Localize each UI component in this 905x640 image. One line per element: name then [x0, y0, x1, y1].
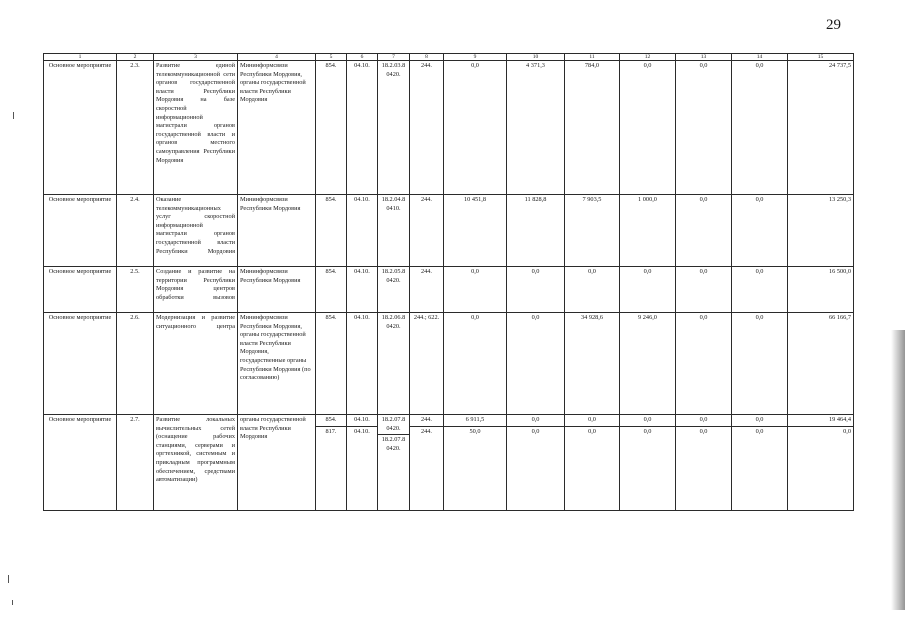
value-cell [732, 313, 788, 415]
sub-value: 66 166,7 [828, 314, 851, 321]
sub-value: 18.2.05.8 0420. [381, 268, 406, 284]
target-article-cell [378, 415, 410, 511]
value-total-cell [788, 195, 854, 267]
value-cell [676, 415, 732, 511]
column-number: 5 [316, 54, 347, 61]
event-name-cell: Оказание телекоммуникационных услуг скоростной информационной магистрали органов государственной власти Республики Мордовия [154, 195, 238, 267]
executor-cell: Мининформсвязи Республики Мордовия, органы государственной власти Республики Мордовия [238, 61, 316, 195]
section-cell [347, 415, 378, 511]
value-cell [732, 61, 788, 195]
sub-value: 0,0 [643, 62, 652, 69]
sub-value: 0,0 [643, 416, 652, 423]
value-cell [676, 61, 732, 195]
sub-value: 0,0 [755, 196, 764, 203]
sub-value: 0,0 [531, 314, 540, 321]
grbs-cell [316, 267, 347, 313]
sub-value: 0,0 [755, 62, 764, 69]
scan-edge-shadow [891, 330, 905, 610]
scan-speck [8, 575, 9, 583]
sub-value: 0,0 [588, 416, 596, 423]
event-type-cell: Основное мероприятие [44, 313, 117, 415]
value-total-cell [788, 415, 854, 511]
sub-value: 0,0 [699, 196, 708, 203]
target-article-cell [378, 61, 410, 195]
column-number: 1 [44, 54, 117, 61]
sub-value: 0,0 [643, 268, 652, 275]
budget-table [43, 53, 854, 511]
sub-value: 0,0 [732, 426, 787, 437]
value-cell [565, 313, 620, 415]
table-row [44, 195, 854, 267]
column-number-row [44, 54, 854, 61]
value-cell [444, 195, 507, 267]
section-cell [347, 313, 378, 415]
sub-value: 18.2.03.8 0420. [381, 62, 406, 78]
column-number: 6 [347, 54, 378, 61]
sub-value: 854. [325, 314, 337, 321]
section-cell [347, 267, 378, 313]
sub-value: 04.10. [354, 62, 370, 69]
expense-type-cell [410, 267, 444, 313]
column-number: 8 [410, 54, 444, 61]
sub-value: 04.10. [354, 314, 370, 321]
expense-type-cell [410, 61, 444, 195]
sub-value: 784,0 [584, 62, 600, 69]
sub-value: 854. [325, 416, 337, 423]
executor-cell: органы государственной власти Республики Мордовия [238, 415, 316, 511]
event-type-cell: Основное мероприятие [44, 267, 117, 313]
column-number: 14 [732, 54, 788, 61]
sub-value: 18.2.04.8 0410. [381, 196, 406, 212]
sub-value: 244. [420, 268, 433, 275]
value-cell [620, 415, 676, 511]
value-cell [732, 195, 788, 267]
sub-value: 0,0 [531, 268, 540, 275]
column-number: 2 [117, 54, 154, 61]
sub-value: 0,0 [699, 314, 708, 321]
value-cell [676, 313, 732, 415]
table-row [44, 61, 854, 195]
sub-value: 244. [410, 426, 443, 437]
target-article-cell [378, 313, 410, 415]
value-cell [620, 195, 676, 267]
value-total-cell [788, 61, 854, 195]
sub-value: 0,0 [676, 426, 731, 437]
value-cell [444, 415, 507, 511]
expense-type-cell [410, 313, 444, 415]
sub-value: 0,0 [507, 426, 564, 437]
value-cell [565, 195, 620, 267]
page-number: 29 [826, 17, 841, 33]
sub-value: 0,0 [699, 416, 708, 423]
value-cell [676, 195, 732, 267]
value-cell [565, 61, 620, 195]
table-row [44, 313, 854, 415]
sub-value: 1 000,0 [638, 196, 657, 203]
sub-value: 0,0 [755, 416, 764, 423]
executor-cell: Мининформсвязи Республики Мордовия, органы государственной власти Республики Мордовия, государственные органы Республики Мордовия (по согласованию) [238, 313, 316, 415]
section-cell [347, 195, 378, 267]
target-article-cell [378, 267, 410, 313]
sub-value: 854. [325, 62, 337, 69]
value-cell [444, 61, 507, 195]
event-number-cell: 2.3. [117, 61, 154, 195]
value-cell [444, 313, 507, 415]
column-number: 12 [620, 54, 676, 61]
column-number: 11 [565, 54, 620, 61]
column-number: 4 [238, 54, 316, 61]
sub-value: 0,0 [620, 426, 675, 437]
sub-value: 244.; 622. [413, 314, 440, 321]
event-name-cell: Создание и развитие на территории Республики Мордовия центров обработки вызовов [154, 267, 238, 313]
column-number: 13 [676, 54, 732, 61]
sub-value: 10 451,8 [463, 196, 487, 203]
column-number: 10 [507, 54, 565, 61]
sub-value: 0,0 [699, 62, 708, 69]
grbs-cell [316, 61, 347, 195]
section-cell [347, 61, 378, 195]
value-total-cell [788, 267, 854, 313]
value-cell [444, 267, 507, 313]
expense-type-cell [410, 415, 444, 511]
event-name-cell: Модернизация и развитие ситуационного центра [154, 313, 238, 415]
column-number: 15 [788, 54, 854, 61]
expense-type-cell [410, 195, 444, 267]
event-name-cell: Развитие единой телекоммуникационной сети органов государственной власти Республики Мордовия на базе скоростной информационной магистрали органов государственной власти и органов местного самоуправления Республики Мордовия [154, 61, 238, 195]
value-cell [507, 267, 565, 313]
column-number: 3 [154, 54, 238, 61]
value-cell [565, 415, 620, 511]
value-cell [565, 267, 620, 313]
sub-value: 4 371,3 [526, 62, 545, 69]
sub-value: 0,0 [531, 416, 540, 423]
sub-value: 11 828,8 [524, 196, 547, 203]
sub-value: 16 500,0 [828, 268, 851, 275]
sub-value: 0,0 [788, 426, 853, 437]
scan-speck [12, 600, 13, 605]
value-cell [732, 267, 788, 313]
sub-value: 19 464,4 [828, 416, 851, 423]
value-total-cell [788, 313, 854, 415]
sub-value: 18.2.07.8 0420. [378, 434, 409, 453]
grbs-cell [316, 313, 347, 415]
table-row [44, 267, 854, 313]
grbs-cell [316, 195, 347, 267]
column-number: 7 [378, 54, 410, 61]
sub-value: 18.2.06.8 0420. [381, 314, 406, 330]
sub-value: 0,0 [699, 268, 708, 275]
sub-value: 50,0 [444, 426, 506, 437]
event-number-cell: 2.4. [117, 195, 154, 267]
value-cell [620, 313, 676, 415]
executor-cell: Мининформсвязи Республики Мордовия [238, 195, 316, 267]
value-cell [507, 313, 565, 415]
budget-table-sheet [43, 53, 853, 511]
sub-value: 0,0 [471, 268, 479, 275]
value-cell [507, 61, 565, 195]
sub-value: 24 737,5 [828, 62, 851, 69]
sub-value: 9 246,0 [638, 314, 657, 321]
value-cell [507, 415, 565, 511]
event-type-cell: Основное мероприятие [44, 415, 117, 511]
sub-value: 13 250,3 [828, 196, 851, 203]
value-cell [620, 267, 676, 313]
sub-value: 0,0 [471, 314, 479, 321]
event-number-cell: 2.7. [117, 415, 154, 511]
scan-speck [13, 112, 14, 119]
executor-cell: Мининформсвязи Республики Мордовия [238, 267, 316, 313]
value-cell [676, 267, 732, 313]
event-number-cell: 2.5. [117, 267, 154, 313]
value-cell [620, 61, 676, 195]
event-number-cell: 2.6. [117, 313, 154, 415]
sub-value: 244. [420, 62, 433, 69]
sub-value: 6 911,5 [465, 416, 485, 423]
sub-value: 854. [325, 196, 337, 203]
sub-value: 0,0 [755, 268, 764, 275]
sub-value: 04.10. [347, 426, 377, 437]
event-name-cell: Развитие локальных вычислительных сетей (оснащение рабочих станциями, серверами и оргтехникой, системным и прикладным программным обеспечением, средствами автоматизации) [154, 415, 238, 511]
event-type-cell: Основное мероприятие [44, 195, 117, 267]
column-number: 9 [444, 54, 507, 61]
sub-value: 34 928,6 [580, 314, 604, 321]
sub-value: 244. [420, 416, 433, 423]
sub-value: 04.10. [354, 416, 370, 423]
sub-value: 18.2.07.8 0420. [381, 416, 406, 432]
sub-value: 0,0 [588, 268, 596, 275]
sub-value: 7 903,5 [582, 196, 602, 203]
sub-value: 04.10. [354, 268, 370, 275]
sub-value: 0,0 [755, 314, 764, 321]
value-cell [732, 415, 788, 511]
value-cell [507, 195, 565, 267]
sub-value: 0,0 [565, 426, 619, 437]
sub-value: 04.10. [354, 196, 370, 203]
grbs-cell [316, 415, 347, 511]
sub-value: 854. [325, 268, 337, 275]
sub-value: 817. [316, 426, 346, 437]
table-row [44, 415, 854, 511]
target-article-cell [378, 195, 410, 267]
sub-value: 0,0 [471, 62, 479, 69]
event-type-cell: Основное мероприятие [44, 61, 117, 195]
sub-value: 244. [420, 196, 433, 203]
